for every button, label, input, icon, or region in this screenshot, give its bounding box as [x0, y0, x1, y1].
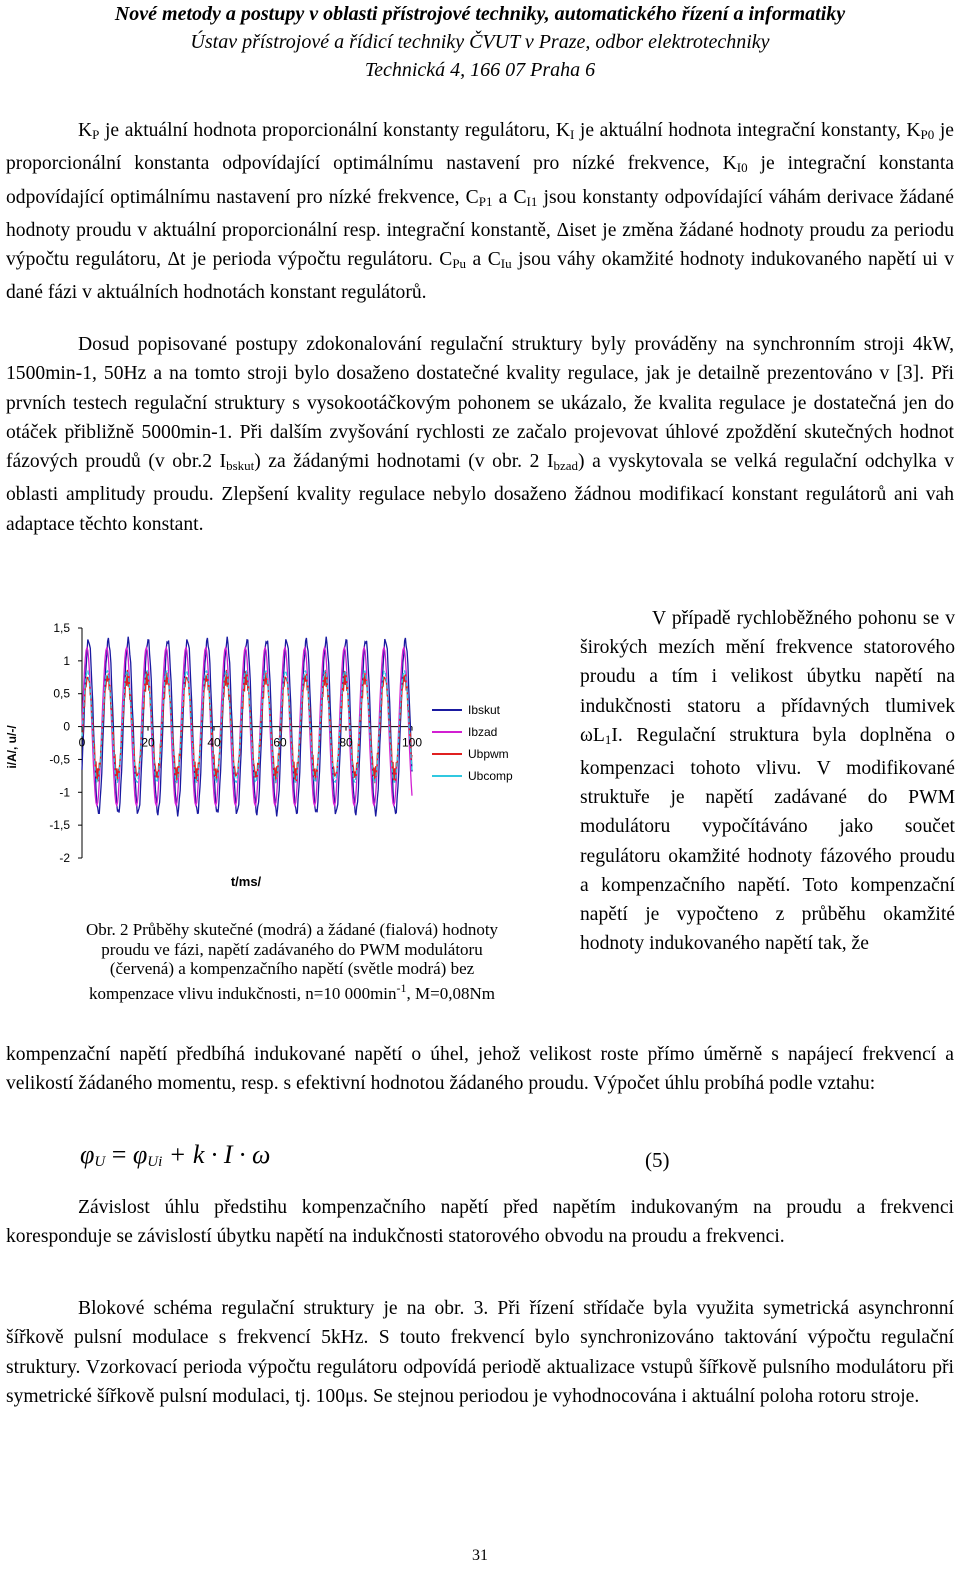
x-tick-label: 40: [207, 735, 221, 750]
y-tick-label: 1: [63, 653, 70, 668]
figure-caption: Obr. 2 Průběhy skutečné (modrá) a žádané (fialová) hodnoty proudu ve fázi, napětí zadávaného do PWM modulátoru (červená) a kompenzačního napětí (světle modrá) bez kompenzace vlivu indukčnosti, n=10 $000\min^{-1}$, M=0,08Nm: [85, 920, 499, 1003]
y-tick-label: -1: [59, 785, 70, 800]
legend-label: Ubpwm: [468, 747, 509, 761]
paragraph-right-column: V případě rychloběžného pohonu se v širokých mezích mění frekvence statorového proudu a tím i velikost úbytku napětí na indukčnosti statoru a přídavných tlumivek $\omega L_1I$. Regulační struktura byla doplněna o kompenzaci tohoto vlivu. V modifikované struktuře je napětí zadávané do PWM modulátoru vypočítáváno jako součet regulátoru okamžité hodnoty fázového proudu a kompenzačního napětí. Toto kompenzační napětí je vypočteno z průběhu okamžité hodnoty indukovaného napětí tak, že: [580, 608, 955, 955]
x-axis-label: t/ms/: [230, 874, 262, 889]
current-waveform-chart: [0, 600, 570, 920]
y-tick-label: -2: [59, 851, 70, 865]
paragraph-regulation: Dosud popisované postupy zdokonalování regulační struktury byly prováděny na synchronním stroji 4kW, 1500min-1, 50Hz a na tomto stroji bylo dosaženo dostatečné kvality regulace, jak je detailně prezentováno v [3]. Při prvních testech regulační struktury s vysokootáčkovým pohonem se ukázalo, že kvalita regulace je dostatečná jen do otáček přibližně 5000min-1. Při dalším zvyšování rychlosti ze začalo projevovat úhlové zpoždění skutečných hodnot fázových proudů (v obr.2 $I_{bskut}$) za žádanými hodnotami (v obr. 2 $I_{bzad}$) a vyskytovala se velká regulační odchylka v oblasti amplitudy proudu. Zlepšení kvality regulace nebylo dosaženo žádnou modifikací konstant regulátorů ani vah adaptace těchto konstant.: [6, 334, 954, 535]
page-number: 31: [472, 1547, 488, 1564]
legend-label: Ibskut: [468, 703, 501, 717]
y-tick-label: -0,5: [49, 752, 70, 767]
legend-label: Ibzad: [468, 725, 498, 739]
paragraph-compensation: kompenzační napětí předbíhá indukované napětí o úhel, jehož velikost roste přímo úměrně s napájecí frekvencí a velikostí žádaného momentu, resp. s efektivní hodnotou žádaného proudu. Výpočet úhlu probíhá podle vztahu:: [6, 1044, 954, 1095]
legend-label: Ubcomp: [468, 769, 513, 783]
paragraph-dependence: Závislost úhlu předstihu kompenzačního napětí před napětím indukovaným na proudu a frekvenci koresponduje se závislostí úbytku napětí na indukčnosti statorového obvodu na proudu a frekvenci.: [6, 1197, 954, 1248]
x-tick-label: 80: [339, 735, 353, 750]
header-line-1: Nové metody a postupy v oblasti přístrojové techniky, automatického řízení a informatiky: [114, 3, 846, 25]
x-tick-label: 60: [273, 735, 287, 750]
y-axis-label: i/A/, u/-/: [5, 725, 19, 769]
y-tick-label: 0,5: [53, 686, 70, 701]
y-tick-label: 0: [63, 719, 70, 734]
x-tick-label: 0: [78, 735, 86, 750]
equation: $\varphi_U = \varphi_{Ui} + k \cdot I \cdot \omega$: [80, 1140, 271, 1170]
header-line-3: Technická 4, 166 07 Praha 6: [364, 59, 596, 81]
header-line-2: Ústav přístrojové a řídicí techniky ČVUT v Praze, odbor elektrotechniky: [190, 31, 770, 53]
paragraph-constants: $K_P$ je aktuální hodnota proporcionální konstanty regulátoru, $K_I$ je aktuální hodnota integrační konstanty, $K_{P0}$ je proporcionální konstanta odpovídající optimálnímu nastavení pro nízké frekvence, $K_{I0}$ je integrační konstanta odpovídající optimálnímu nastavení pro nízké frekvence, $C_{P1}$ a $C_{I1}$ jsou konstanty odpovídající váhám derivace žádané hodnoty proudu v aktuální proporcionální resp. integrační konstantě, Δiset je změna žádané hodnoty proudu za periodu výpočtu regulátoru, Δt je perioda výpočtu regulátoru. $C_{Pu}$ a $C_{Iu}$ jsou váhy okamžité hodnoty indukovaného napětí ui v dané fázi v aktuálních hodnotách konstant regulátorů.: [6, 120, 955, 304]
x-tick-label: 20: [141, 735, 155, 750]
x-tick-label: 100: [401, 735, 423, 750]
y-tick-label: -1,5: [49, 818, 70, 833]
y-tick-label: 1,5: [53, 621, 70, 635]
paragraph-block-diagram: Blokové schéma regulační struktury je na obr. 3. Při řízení střídače byla využita symetrická asynchronní šířkově pulsní modulace s frekvencí 5kHz. S touto frekvencí bylo synchronizováno taktování výpočtu regulační struktury. Vzorkovací perioda výpočtu regulátoru odpovídá periodě aktualizace vstupů šířkově pulsního modulátoru při symetrické šířkově pulsní modulaci, tj. 100μs. Se stejnou periodou je vyhodnocována i aktuální poloha rotoru stroje.: [6, 1298, 954, 1407]
equation-number: (5): [645, 1148, 670, 1172]
